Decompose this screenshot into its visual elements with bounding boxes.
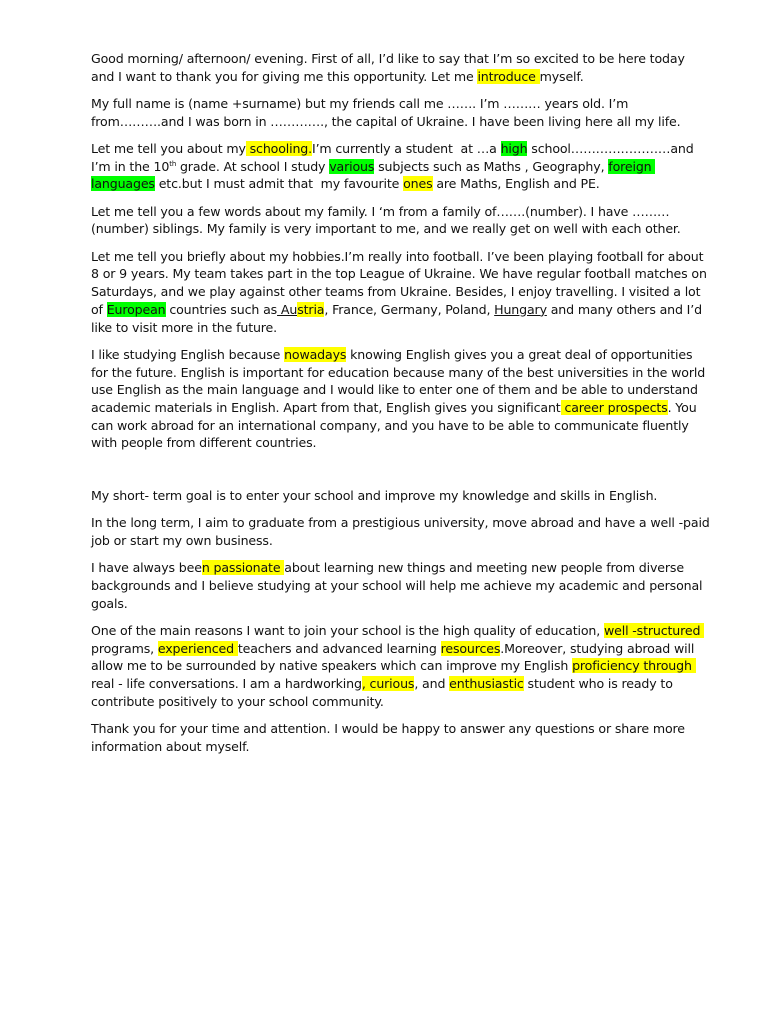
text-run: My full name is (name +surname) but my friends call me ……. I’m ……… years old. I’m from……….and I was born in …………., the capital of Ukraine. I have been living here all my life.: [91, 96, 681, 129]
text-run: about learning new things and meeting new people from diverse backgrounds and I believe studying at your school will help me achieve my academic and personal goals.: [91, 560, 707, 611]
document-page: [91, 50, 714, 765]
text-run: I’m currently a student at …a: [312, 141, 501, 156]
text-run: grade. At school I study: [176, 158, 330, 174]
text-run: , France, Germany, Poland,: [324, 301, 495, 317]
text-run: One of the main reasons I want to join your school is the high quality of education,: [91, 623, 604, 639]
text-run: real - life conversations. I am a hardworking: [91, 676, 362, 692]
highlighted-text: proficiency through: [572, 658, 696, 674]
text-run: Good morning/ afternoon/ evening. First of all, I’d like to say that I’m so excited to be here today and I want to thank you for giving me this opportunity. Let me: [91, 51, 689, 84]
paragraph-passion: [91, 559, 711, 612]
text-run: and many others and I’d like to visit more in the future.: [91, 301, 706, 335]
text-run: . You can work abroad for an international company, and you have to be able to communicate fluently with people from different countries.: [91, 399, 701, 451]
paragraph-school: [91, 140, 711, 193]
paragraph-greeting: [91, 50, 711, 85]
highlighted-text: schooling.: [245, 141, 313, 156]
highlighted-text: enthusiastic: [449, 676, 524, 692]
highlighted-text: experienced: [157, 640, 238, 656]
underlined-text: Hungary: [494, 301, 547, 317]
text-run: I have always bee: [91, 560, 202, 576]
paragraph-hobbies: [91, 248, 711, 337]
text-run: .Moreover, studying abroad will allow me to be surrounded by native speakers which can improve my English: [91, 640, 699, 674]
underlined-text: Au: [277, 301, 298, 317]
superscript-text: th: [169, 159, 177, 168]
paragraph-long-term-goal: [91, 514, 714, 549]
text-run: knowing English gives you a great deal of opportunities for the future. English is important for education because many of the best universities in the world use English as the main language and I would like to enter one of them and be able to understand academic materials in English. Apart from that, English gives you significant: [91, 346, 709, 415]
text-run: teachers and advanced learning: [237, 640, 441, 656]
paragraph-english: [91, 346, 711, 452]
paragraph-short-term-goal: [91, 487, 711, 505]
text-run: In the long term, I aim to graduate from a prestigious university, move abroad and have a well -paid job or start my own business.: [91, 515, 714, 549]
highlighted-text: introduce: [477, 68, 540, 84]
highlighted-text: high: [500, 141, 528, 156]
paragraph-reasons: [91, 622, 711, 711]
text-run: programs,: [91, 623, 709, 656]
highlighted-text: n passionate: [201, 560, 285, 576]
highlighted-text: stria: [297, 301, 325, 317]
paragraph-name: [91, 95, 711, 130]
text-run: school……………………and I’m in the 10: [91, 141, 698, 174]
text-run: Let me tell you about my: [91, 141, 246, 156]
text-run: , and: [414, 676, 450, 692]
text-run: Let me tell you briefly about my hobbies.I’m really into football. I’ve been playing football for about 8 or 9 years. My team takes part in the top League of Ukraine. We have regular football matches on Saturdays, and we play against other teams from Ukraine. Besides, I enjoy travelling. I visited a lot of: [91, 248, 711, 317]
highlighted-text: career prospects: [560, 399, 668, 415]
text-run: are Maths, English and PE.: [432, 176, 600, 192]
highlighted-text: well -structured: [603, 623, 705, 639]
text-run: etc.but I must admit that my favourite: [154, 176, 404, 192]
highlighted-text: , curious: [361, 676, 415, 692]
text-run: Let me tell you a few words about my family. I ‘m from a family of…….(number). I have ……… (number) siblings. My family is very important to me, and we really get on well with each other.: [91, 203, 681, 237]
paragraph-family: [91, 203, 711, 238]
highlighted-text: European: [106, 301, 166, 317]
highlighted-text: various: [329, 158, 375, 174]
text-run: myself.: [539, 68, 584, 84]
highlighted-text: foreign languages: [91, 158, 656, 192]
text-run: student who is ready to contribute positively to your school community.: [91, 676, 677, 709]
text-run: subjects such as Maths , Geography,: [374, 158, 609, 174]
text-run: My short- term goal is to enter your school and improve my knowledge and skills in English.: [91, 488, 658, 504]
highlighted-text: nowadays: [284, 346, 347, 362]
highlighted-text: ones: [403, 176, 433, 192]
highlighted-text: resources: [440, 640, 501, 656]
text-run: I like studying English because: [91, 346, 285, 362]
text-run: Thank you for your time and attention. I would be happy to answer any questions or share more information about myself.: [91, 721, 689, 754]
paragraph-closing: [91, 720, 711, 755]
text-run: countries such as: [165, 301, 278, 317]
